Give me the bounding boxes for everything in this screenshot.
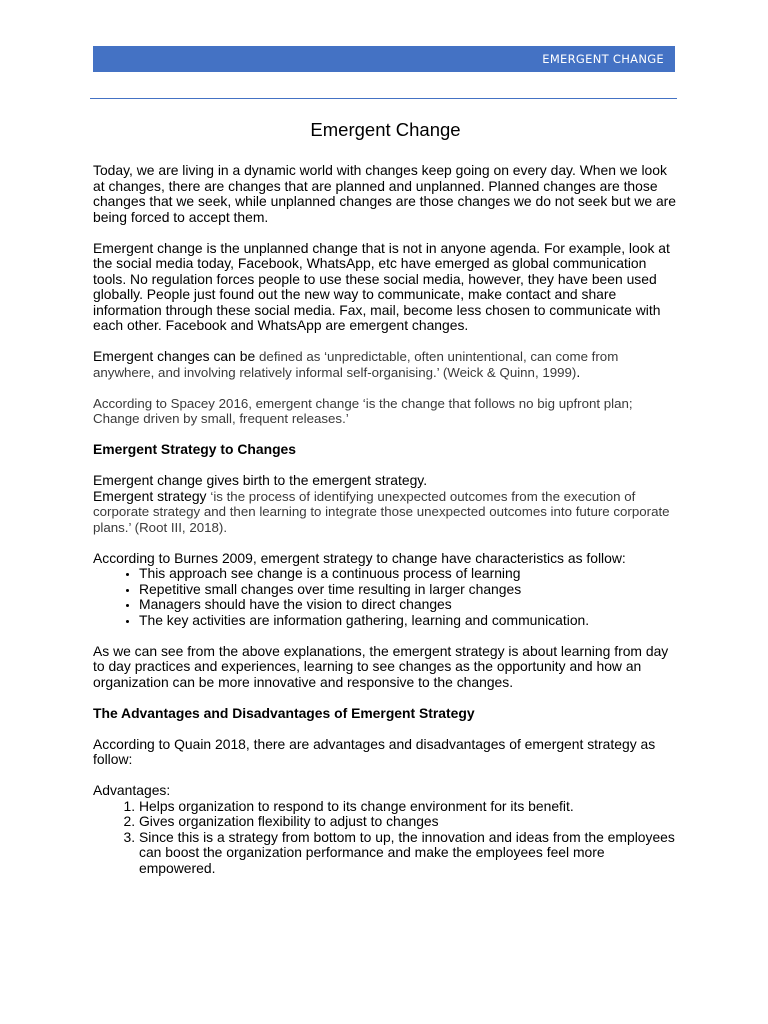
characteristics-list xyxy=(93,566,678,628)
burnes-intro: According to Burnes 2009, emergent strategy to change have characteristics as follow: xyxy=(93,549,626,566)
quain-intro: According to Quain 2018, there are advantages and disadvantages of emergent strategy as follow: xyxy=(93,735,656,767)
conclusion-paragraph: As we can see from the above explanations, the emergent strategy is about learning from day to day practices and experiences, learning to see changes as the opportunity and how an organization can be more innovative and responsive to the changes. xyxy=(93,642,669,690)
emergent-strategy-quote: ‘is the process of identifying unexpected outcomes from the execution of corporate strategy and then learning to integrate those unexpected outcomes into future corporate plans.’ (Root III, 2018). xyxy=(93,488,670,535)
list-item: 1. Helps organization to respond to its change environment for its benefit. xyxy=(139,799,678,815)
advantages-label: Advantages: xyxy=(93,782,171,798)
list-item: • This approach see change is a continuous process of learning xyxy=(139,566,678,582)
emergent-strategy-prefix: Emergent strategy xyxy=(93,487,211,504)
weick-quinn-quote: defined as ‘unpredictable, often unintentional, can come from anywhere, and involving relatively informal self-organising.’ (Weick & Quinn, 1999) xyxy=(93,349,619,380)
list-item: • The key activities are information gathering, learning and communication. xyxy=(139,613,678,629)
section-heading-emergent-strategy: Emergent Strategy to Changes xyxy=(93,441,297,457)
spacey-paragraph: According to Spacey 2016, emergent change ‘is the change that follows no big upfront plan; Change driven by small, frequent releases.’ xyxy=(93,395,633,426)
page-title: Emergent Change xyxy=(310,119,461,140)
header-label: EMERGENT CHANGE xyxy=(542,52,664,66)
weick-quinn-prefix: Emergent changes can be xyxy=(93,348,260,364)
header-rule xyxy=(90,98,677,99)
list-item: • Managers should have the vision to direct changes xyxy=(139,597,678,613)
advantages-list xyxy=(93,799,678,877)
document-body xyxy=(93,118,678,892)
section-heading-advantages: The Advantages and Disadvantages of Emergent Strategy xyxy=(93,704,475,721)
header-bar xyxy=(93,46,675,72)
list-item: 2. Gives organization flexibility to adjust to changes xyxy=(139,814,678,830)
list-item: 3. Since this is a strategy from bottom to up, the innovation and ideas from the employees can boost the organization performance and make the employees feel more empowered. xyxy=(139,830,678,877)
definition-paragraph: Emergent change is the unplanned change that is not in anyone agenda. For example, look at the social media today, Facebook, WhatsApp, etc have emerged as global communication tools. No regulation forces people to use these social media, however, they have been used globally. People just found out the new way to communicate, make contact and share information through these social media. Fax, mail, become less chosen to communicate with each other. Facebook and WhatsApp are emergent changes. xyxy=(93,239,670,333)
weick-quinn-paragraph xyxy=(93,349,678,380)
list-item: • Repetitive small changes over time resulting in larger changes xyxy=(139,582,678,598)
weick-quinn-suffix: . xyxy=(576,363,581,380)
emergent-strategy-line: Emergent change gives birth to the emergent strategy. xyxy=(93,472,428,488)
emergent-strategy-definition xyxy=(93,489,678,536)
intro-paragraph: Today, we are living in a dynamic world with changes keep going on every day. When we look at changes, there are changes that are planned and unplanned. Planned changes are those changes that we seek, while unplanned changes are those changes we do not seek but we are being forced to accept them. xyxy=(93,162,677,225)
